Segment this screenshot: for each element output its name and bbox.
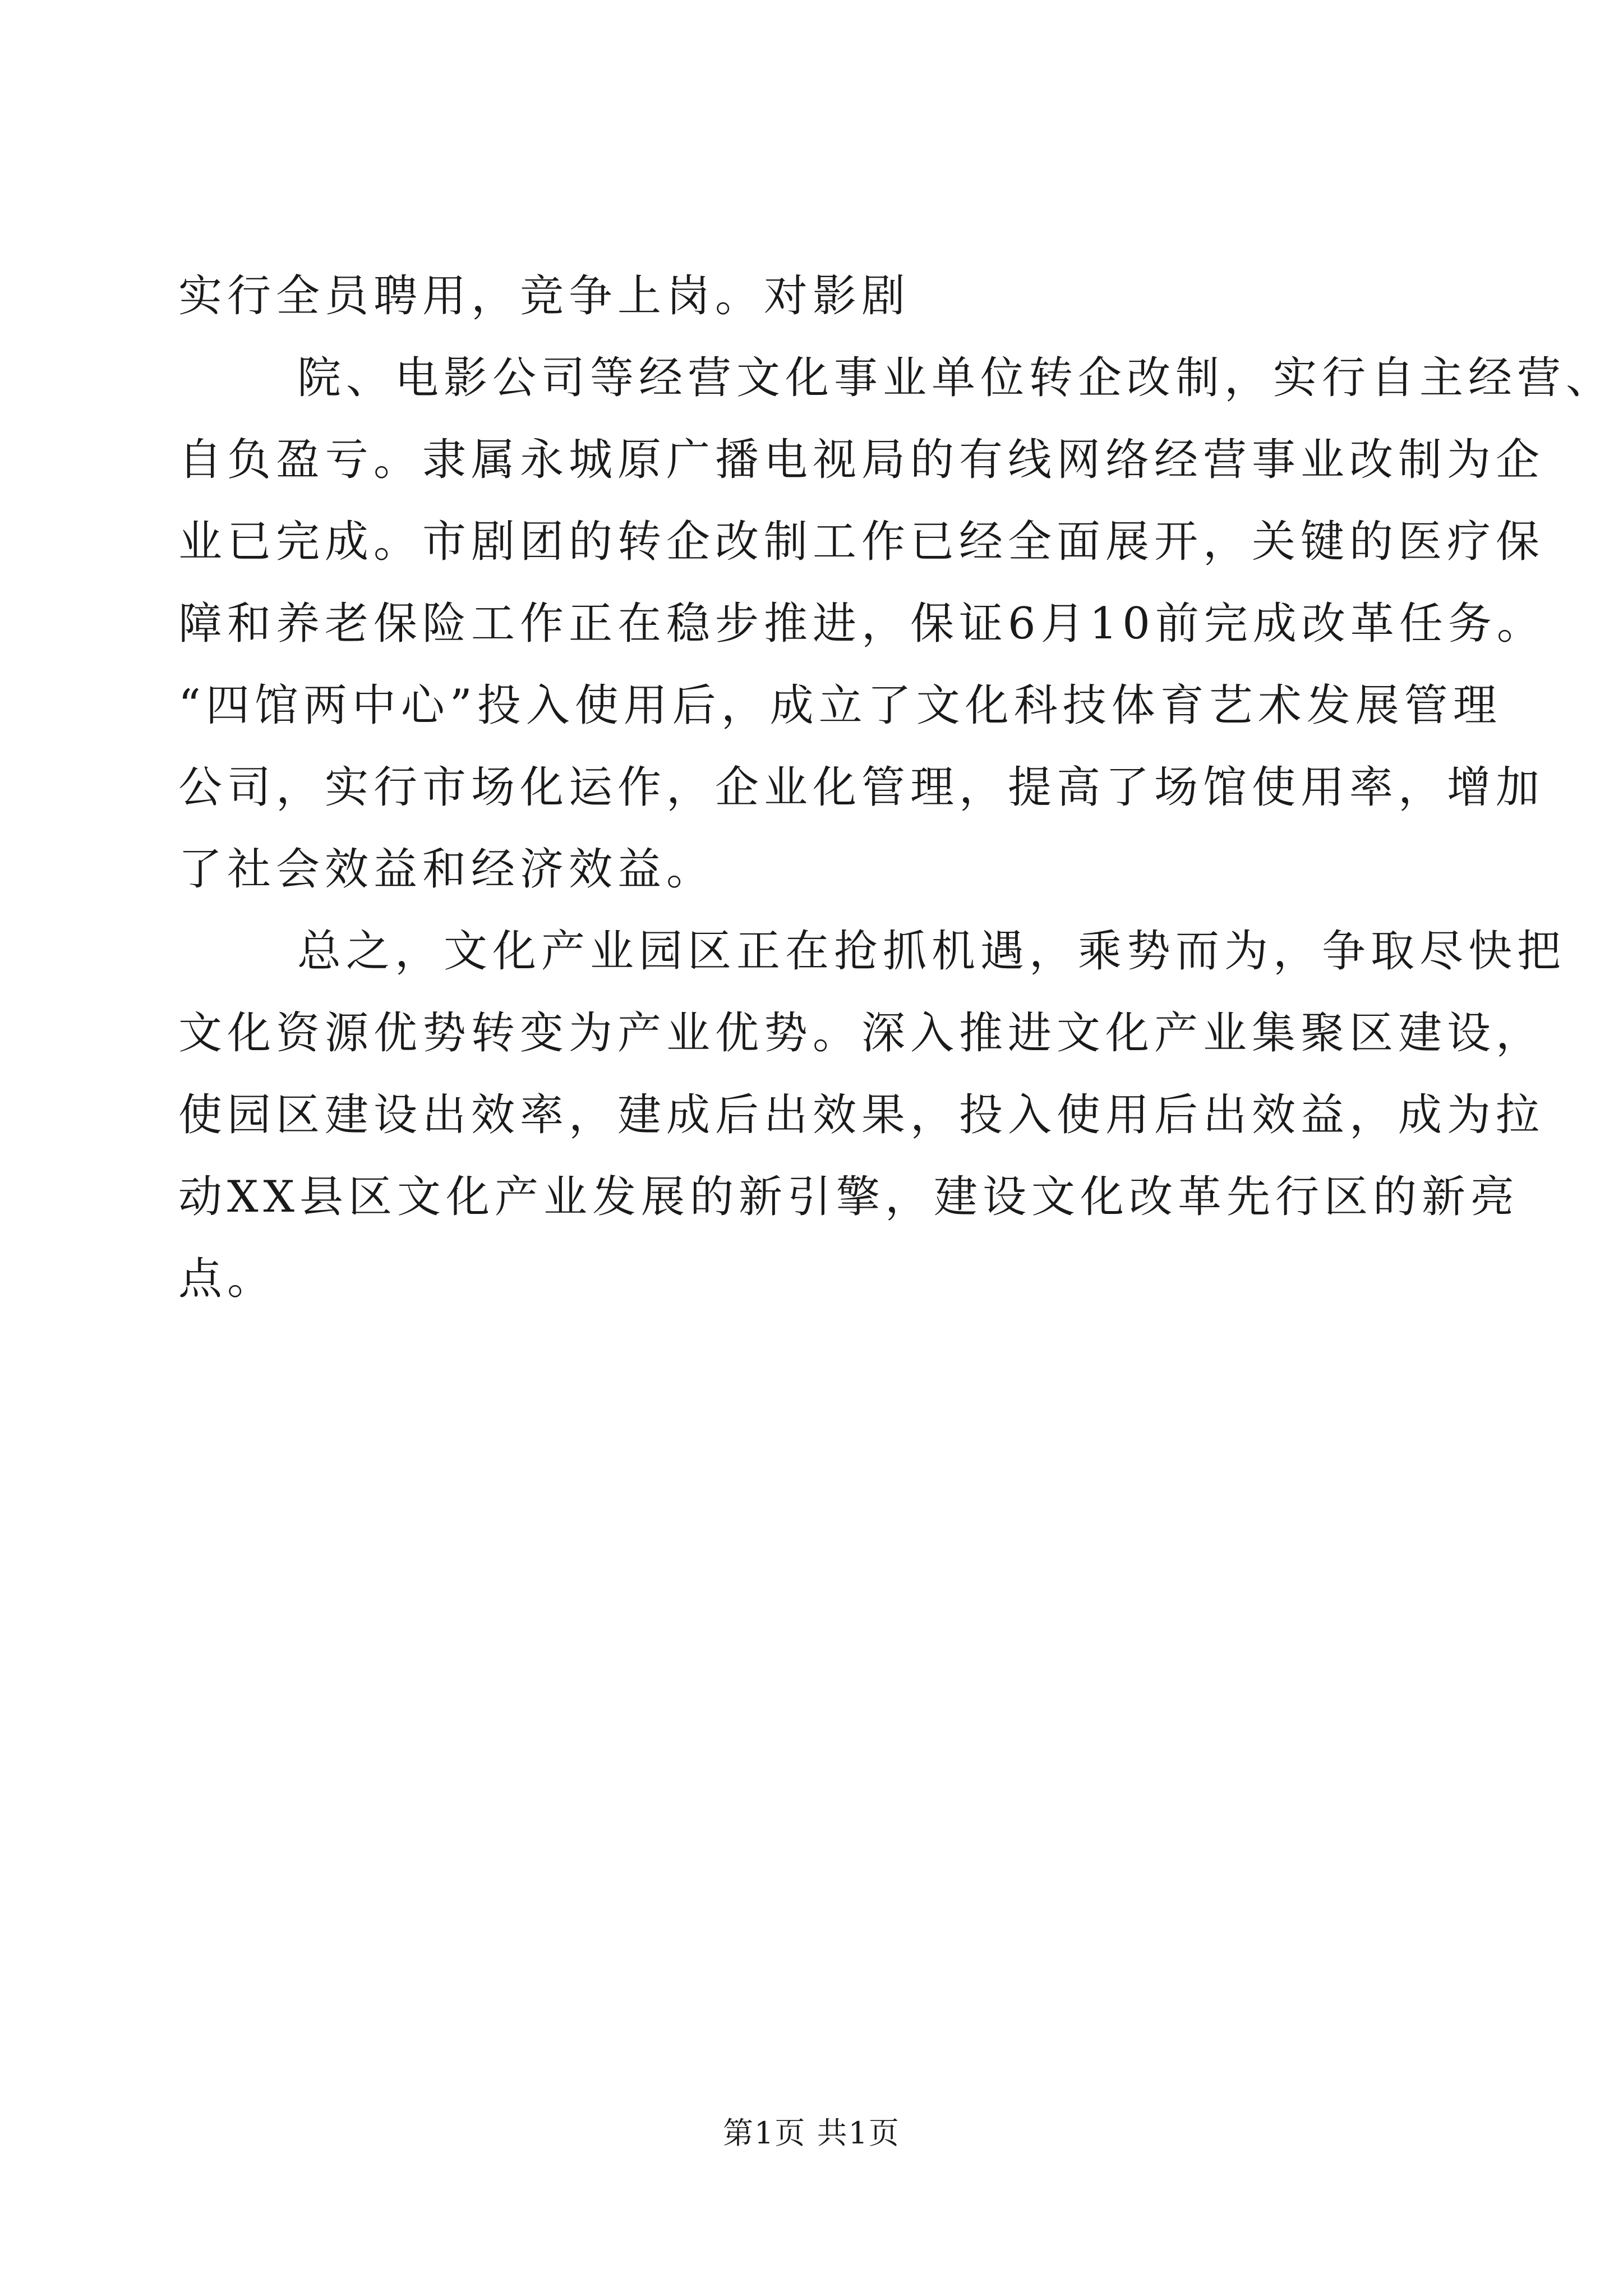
page-number-footer: 第1页 共1页 [723, 2115, 900, 2151]
text-line: 使园区建设出效率，建成后出效果，投入使用后出效益，成为拉 [178, 1090, 1545, 1140]
text-line: 障和养老保险工作正在稳步推进，保证6月10前完成改革任务。 [178, 599, 1546, 649]
text-line: 业已完成。市剧团的转企改制工作已经全面展开，关键的医疗保 [178, 517, 1545, 567]
text-line: 总之，文化产业园区正在抢抓机遇，乘势而为，争取尽快把 [297, 926, 1566, 977]
text-line: 公司，实行市场化运作，企业化管理，提高了场馆使用率，增加 [178, 762, 1545, 813]
text-line: 了社会效益和经济效益。 [178, 844, 716, 895]
text-line: 点。 [178, 1254, 276, 1304]
text-line: 文化资源优势转变为产业优势。深入推进文化产业集聚区建设， [178, 1008, 1545, 1059]
text-line: “四馆两中心”投入使用后，成立了文化科技体育艺术发展管理 [178, 680, 1502, 731]
text-line: 实行全员聘用，竞争上岗。对影剧 [178, 271, 911, 321]
text-line: 动XX县区文化产业发展的新引擎，建设文化改革先行区的新亮 [178, 1172, 1520, 1222]
text-line: 院、电影公司等经营文化事业单位转企改制，实行自主经营、 [297, 353, 1615, 403]
text-line: 自负盈亏。隶属永城原广播电视局的有线网络经营事业改制为企 [178, 435, 1545, 485]
